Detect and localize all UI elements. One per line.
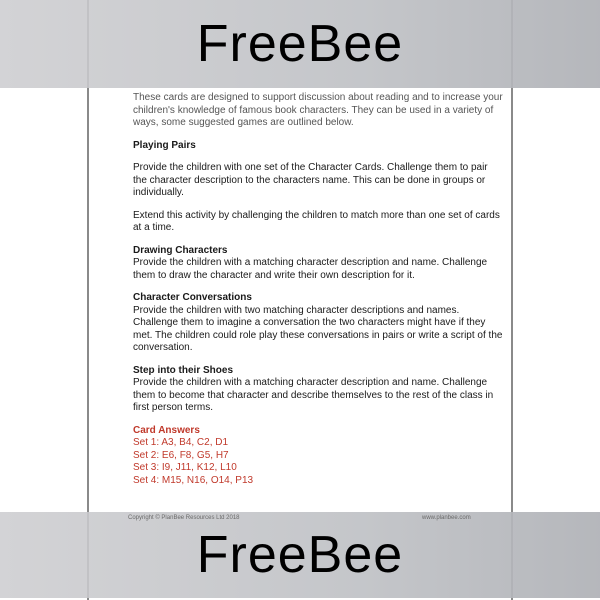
document-page [133,92,503,487]
answer-set: Set 3: I9, J11, K12, L10 [133,462,237,473]
watermark-text: FreeBee [196,15,404,73]
section-text: Provide the children with one set of the Character Cards. Challenge them to pair the character description to the characters name. This can be done in groups or individually. [133,162,488,198]
page-left-edge [87,0,89,600]
watermark-banner-top [0,0,600,88]
footer-copyright: Copyright © PlanBee Resources Ltd 2018 [128,515,240,521]
section-title: Character Conversations [133,292,252,303]
answer-set: Set 2: E6, F8, G5, H7 [133,449,229,461]
section-title: Drawing Characters [133,244,228,256]
section-text: Provide the children with a matching character description and name. Challenge them to become that character and describe themselves to the rest of the class in first person terms. [133,377,494,413]
watermark-banner-bottom [0,512,600,598]
answers-title: Card Answers [133,424,200,436]
page-right-edge [511,0,513,600]
answer-set: Set 1: A3, B4, C2, D1 [133,437,229,448]
watermark-text: FreeBee [196,526,404,584]
section-title: Playing Pairs [133,139,196,151]
section-text: Extend this activity by challenging the children to match more than one set of cards at a time. [133,209,500,233]
answer-set: Set 4: M15, N16, O14, P13 [133,474,254,486]
section-text: Provide the children with a matching character description and name. Challenge them to draw the character and write their own description for it. [133,257,488,281]
section-title: Step into their Shoes [133,364,234,376]
footer-website: www.planbee.com [422,515,471,521]
section-text: Provide the children with two matching character descriptions and names. Challenge them to imagine a conversation the two characters might have if they met. The children could role play these conversations in pairs or write a script of the conversation. [133,304,503,353]
intro-text: These cards are designed to support discussion about reading and to increase your children's knowledge of famous book characters. They can be used in a variety of ways, some suggested games are outlined below. [133,92,503,128]
